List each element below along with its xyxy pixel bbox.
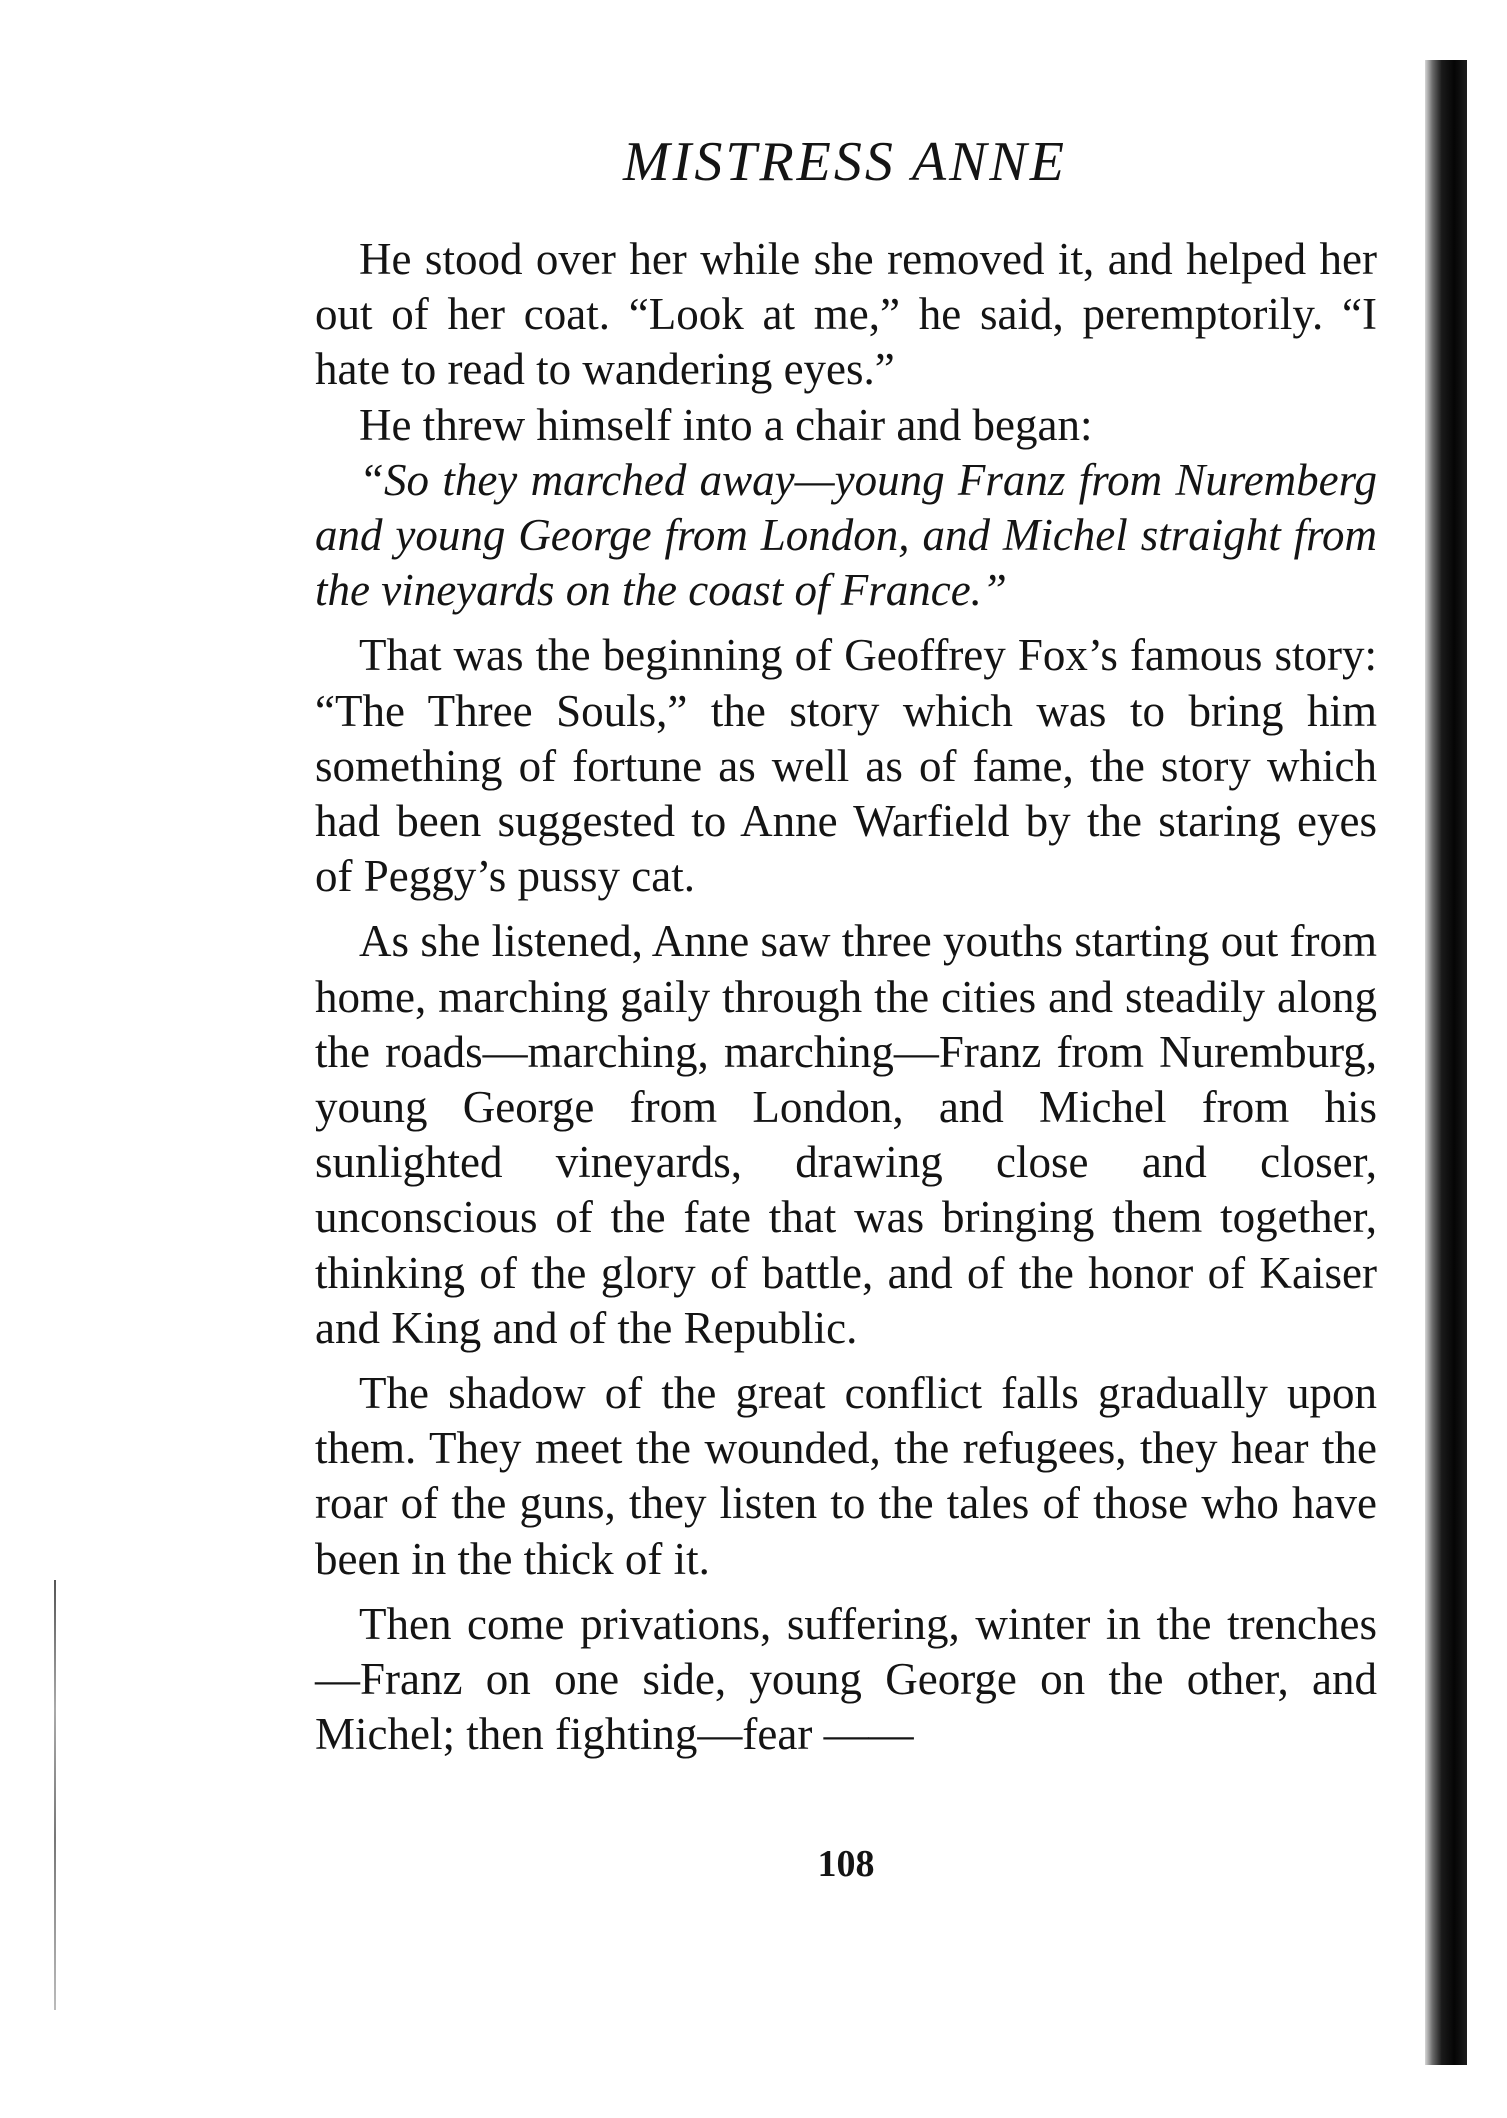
paragraph-2: He threw himself into a chair and began: [359,399,1093,450]
page-edge-mark [54,1580,56,2010]
paragraph-3-quote: “So they marched away—young Franz from Nuremberg and young George from London, and Michel straight from the vineyards on the coast of France.” [315,454,1377,616]
running-header: MISTRESS ANNE [623,131,1067,193]
paragraph-1: He stood over her while she removed it, and helped her out of her coat. “Look at me,” he said, peremptorily. “I hate to read to wandering eyes.” [315,234,1377,395]
paragraph-7: Then come privations, suffering, winter in the trenches—Franz on one side, young George on the other, and Michel; then fighting—fear —— [315,1598,1377,1760]
book-spine-shadow [1425,60,1467,2065]
paragraph-6: The shadow of the great conflict falls gradually upon them. They meet the wounded, the refugees, they hear the roar of the guns, they listen to the tales of those who have been in the thick of it. [315,1368,1377,1584]
paragraph-4: That was the beginning of Geoffrey Fox’s famous story: “The Three Souls,” the story which was to bring him something of fortune as well as of fame, the story which had been suggested to Anne Warfield by the staring eyes of Peggy’s pussy cat. [315,630,1377,902]
page-body [315,232,1377,1762]
paragraph-5: As she listened, Anne saw three youths starting out from home, marching gaily through the cities and steadily along the roads—marching, marching—Franz from Nuremburg, young George from London, and Michel from his sunlighted vineyards, drawing close and closer, unconscious of the fate that was bringing them together, thinking of the glory of battle, and of the honor of Kaiser and King and of the Republic. [315,916,1377,1353]
page-number: 108 [817,1843,875,1885]
